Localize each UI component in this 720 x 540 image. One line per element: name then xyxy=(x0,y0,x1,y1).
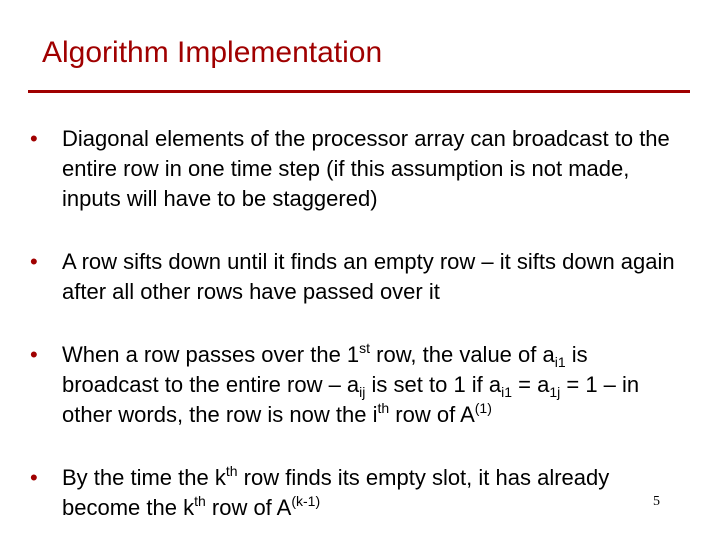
bullet-list xyxy=(30,124,690,540)
text-run: = a xyxy=(512,372,550,397)
superscript: (1) xyxy=(474,400,492,416)
bullet-item-first-row xyxy=(30,340,690,430)
text-run: When a row passes over the 1 xyxy=(62,342,360,367)
superscript: th xyxy=(377,400,390,416)
text-run: = 1 – in other words, the row is now the i xyxy=(62,372,640,427)
text-run: By the time the k xyxy=(62,465,226,490)
bullet-icon: • xyxy=(30,342,38,367)
text-run: row of A xyxy=(389,402,475,427)
text-run: is broadcast to the entire row – a xyxy=(62,342,588,397)
bullet-icon: • xyxy=(30,249,38,274)
text-run: row, the value of a xyxy=(370,342,555,367)
subscript: 1j xyxy=(549,384,561,400)
superscript: th xyxy=(225,463,238,479)
superscript: th xyxy=(194,493,206,509)
title-underline xyxy=(28,90,690,93)
slide-title: Algorithm Implementation xyxy=(42,36,383,69)
superscript: (k-1) xyxy=(291,493,321,509)
subscript: i1 xyxy=(554,354,566,370)
text-run: row of A xyxy=(205,495,292,520)
text-run: is set to 1 if a xyxy=(365,372,502,397)
bullet-item-kth-row xyxy=(30,463,690,523)
text-run: row finds its empty slot, it has already become the k xyxy=(62,465,610,520)
superscript: st xyxy=(359,340,371,356)
bullet-text xyxy=(62,465,609,520)
page-number: 5 xyxy=(653,494,660,509)
bullet-item-row-sifts xyxy=(30,247,690,307)
bullet-icon: • xyxy=(30,126,38,151)
subscript: ij xyxy=(359,384,366,400)
bullet-text: A row sifts down until it finds an empty row – it sifts down again after all other rows have passed over it xyxy=(62,249,675,304)
bullet-text xyxy=(62,342,639,427)
bullet-icon: • xyxy=(30,465,38,490)
subscript: i1 xyxy=(501,384,513,400)
bullet-item-broadcast xyxy=(30,124,690,214)
bullet-text: Diagonal elements of the processor array can broadcast to the entire row in one time step (if this assumption is not made, inputs will have to be staggered) xyxy=(62,126,670,211)
